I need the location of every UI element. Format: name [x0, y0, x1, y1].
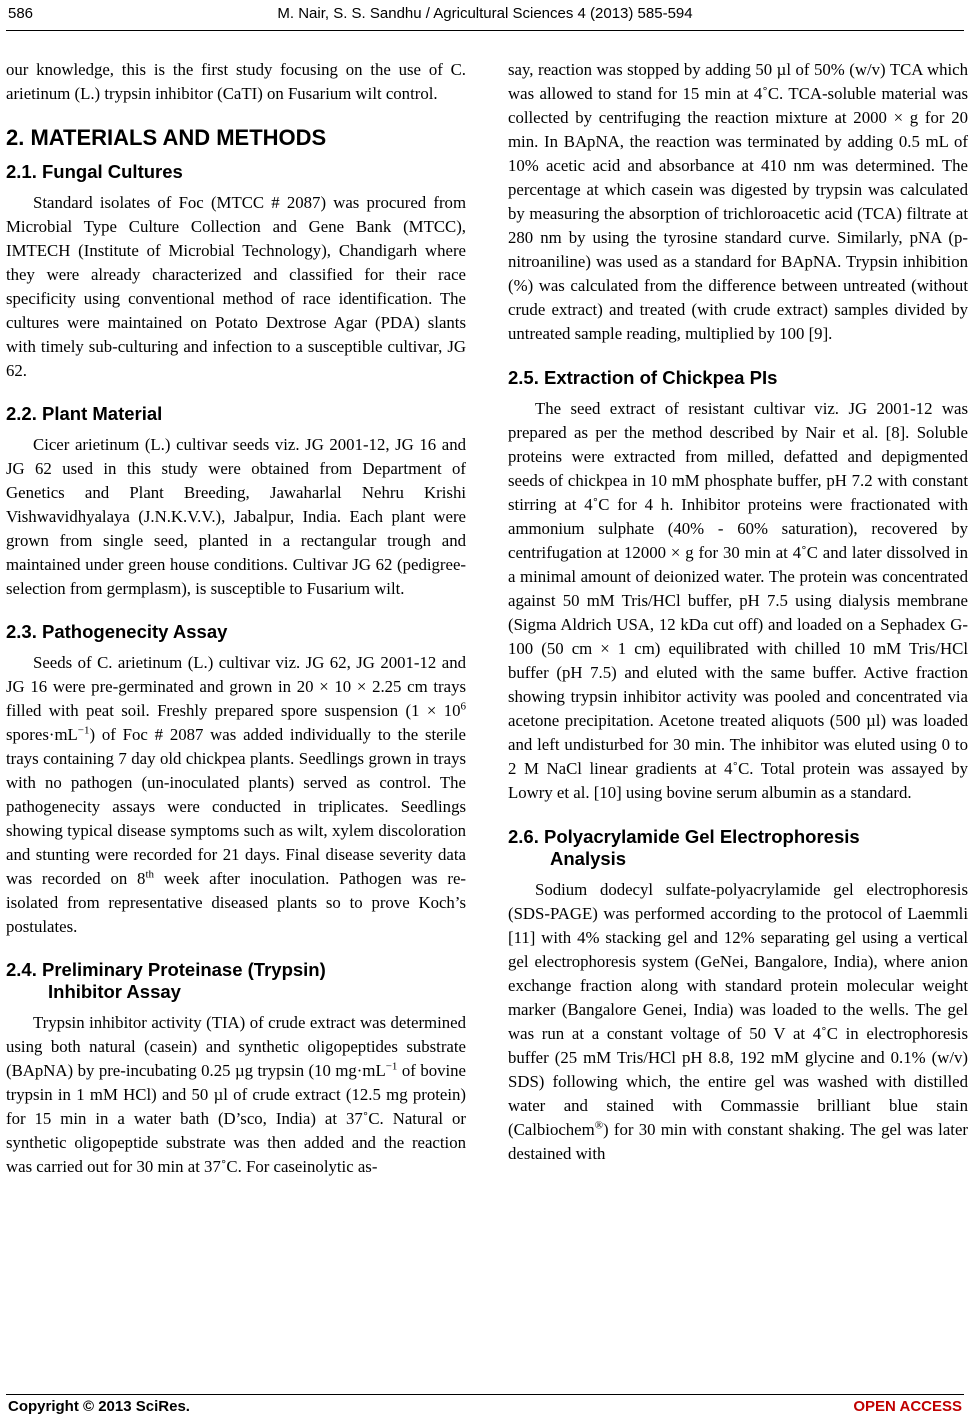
paragraph-assay-continued: say, reaction was stopped by adding 50 µl of 50% (w/v) TCA which was allowed to stand for 15 min at 4˚C. TCA-soluble material was collected by centrifuging the reaction mixture at 2000 × g for 20 min. In BApNA, the reaction was terminated by adding 0.5 mL of 10% acetic acid and absorbance at 410 nm was determined. The percentage at which casein was digested by trypsin was calculated by measuring the absorption of trichloroacetic acid (TCA) filtrate at 280 nm by using the tyrosine standard curve. Similarly, pNA (p-nitroaniline) was used as a standard for BApNA. Trypsin inhibition (%) was calculated from the difference between untreated (without crude extract) and treated (with crude extract) samples divided by untreated sample reading, multiplied by 100 [9].: [508, 60, 968, 343]
heading-line-1: 2.6. Polyacrylamide Gel Electrophoresis: [508, 826, 860, 847]
paragraph-extraction: The seed extract of resistant cultivar viz. JG 2001-12 was prepared as per the method described by Nair et al. [8]. Soluble proteins were extracted from milled, defatted and depigmented seeds of chickpea in 10 mM phosphate buffer, pH 7.2 with constant stirring at 4˚C for 4 h. Inhibitor proteins were fractionated with ammonium sulphate (40% - 60% saturation), recovered by centrifugation at 12000 × g for 30 min at 4˚C and later dissolved in a minimal amount of deionized water. The protein was concentrated against 50 mM Tris/HCl buffer, pH 7.5 using dialysis membrane (Sigma Aldrich USA, 12 kDa cut off) and loaded on a Sephadex G-100 (50 cm × 1 cm) equilibrated with chilled 10 mM Tris/HCl buffer (pH 7.5) and eluted with the same buffer. Active fraction showing trypsin inhibitor activity was pooled and concentrated via acetone precipitation. Acetone treated aliquots (500 µl) was loaded and left undisturbed for 30 min. The inhibitor was eluted using 0 to 2 M NaCl linear gradients at 4˚C. Total protein was assayed by Lowry et al. [10] using bovine serum albumin as a standard.: [508, 399, 968, 802]
intro-paragraph: our knowledge, this is the first study focusing on the use of C. arietinum (L.) trypsin inhibitor (CaTI) on Fusarium wilt control.: [6, 60, 466, 103]
section-heading-methods: 2. MATERIALS AND METHODS: [6, 125, 327, 150]
heading-line-2: Inhibitor Assay: [48, 981, 181, 1002]
left-column: [6, 58, 466, 1179]
sds-page-text-1: Sodium dodecyl sulfate-polyacrylamide gel electrophoresis (SDS-PAGE) was performed according to the protocol of Laemmli [11] with 4% stacking gel and 12% separating gel using a vertical gel electrophoresis system (GeNei, Bangalore, India), where anion exchange fraction along with standard protein molecular weight marker (Bangalore Genei, India) was loaded to the wells. The gel was run at a constant voltage of 50 V at 4˚C in electrophoresis buffer (25 mM Tris/HCl pH 8.8, 192 mM glycine and 0.1% (w/v) SDS) following which, the entire gel was washed with distilled water and stained with Commassie brilliant blue stain (Calbiochem: [508, 880, 968, 1139]
subsection-heading-sds-page: [508, 826, 968, 870]
paragraph-sds-page: [508, 878, 968, 1166]
paragraph-plant-material: Cicer arietinum (L.) cultivar seeds viz. JG 2001-12, JG 16 and JG 62 used in this study were obtained from Department of Genetics and Plant Breeding, Jawaharlal Nehru Krishi Vishwavidhyalaya (J.N.K.V.V.), Jabalpur, India. Each plant were grown from single seed, planted in a rectangular trough and maintained under green house conditions. Cultivar JG 62 (pedigree-selection from germplasm), is susceptible to Fusarium wilt.: [6, 435, 466, 598]
pathogenecity-text-4: week after inoculation. Pathogen was re-isolated from representative diseased plants so to prove Koch’s postulates.: [6, 869, 466, 936]
right-column: [508, 58, 968, 1166]
subsection-heading-trypsin-inhibitor-assay: [6, 959, 466, 1003]
subsection-heading-extraction: 2.5. Extraction of Chickpea PIs: [508, 367, 778, 388]
open-access-label: OPEN ACCESS: [853, 1398, 962, 1415]
subsection-heading-plant-material: 2.2. Plant Material: [6, 403, 163, 424]
copyright-notice: Copyright © 2013 SciRes.: [8, 1398, 190, 1415]
sds-page-text-2: ) for 30 min with constant shaking. The gel was later destained with: [508, 1120, 968, 1163]
superscript: −1: [385, 1060, 398, 1073]
page-number: 586: [8, 5, 34, 22]
footer-rule: [6, 1394, 964, 1395]
running-head: M. Nair, S. S. Sandhu / Agricultural Sciences 4 (2013) 585-594: [277, 5, 693, 22]
header-rule: [6, 30, 964, 31]
assay-text-2: of bovine trypsin in 1 mM HCl) and 50 µl of crude extract (12.5 mg protein) for 15 min in a water bath (D’sco, India) at 37˚C. Natural or synthetic oligopeptide substrate was then added and the reaction was carried out for 30 min at 37˚C. For caseinolytic as-: [6, 1061, 466, 1176]
pathogenecity-text-2: spores·mL: [6, 725, 78, 744]
assay-text-1: Trypsin inhibitor activity (TIA) of crude extract was determined using both natural (casein) and synthetic oligopeptides substrate (BApNA) by pre-incubating 0.25 µg trypsin (10 mg·mL: [6, 1013, 466, 1080]
paragraph-pathogenecity: [6, 651, 466, 939]
heading-line-1: 2.4. Preliminary Proteinase (Trypsin): [6, 959, 326, 980]
subsection-heading-fungal-cultures: 2.1. Fungal Cultures: [6, 161, 183, 182]
superscript: 6: [460, 700, 466, 713]
subsection-heading-pathogenecity: 2.3. Pathogenecity Assay: [6, 621, 228, 642]
pathogenecity-text-1: Seeds of C. arietinum (L.) cultivar viz. JG 62, JG 2001-12 and JG 16 were pre-germinated and grown in 20 × 10 × 2.25 cm trays filled with peat soil. Freshly prepared spore suspension (1 × 10: [6, 653, 466, 720]
heading-line-2: Analysis: [550, 848, 627, 869]
paragraph-fungal-cultures: Standard isolates of Foc (MTCC # 2087) was procured from Microbial Type Culture Collection and Gene Bank (MTCC), IMTECH (Institute of Microbial Technology), Chandigarh where they were already characterized and classified for their race specificity using conventional method of race identification. The cultures were maintained on Potato Dextrose Agar (PDA) slants with timely sub-culturing and infection to a susceptible cultivar, JG 62.: [6, 193, 466, 380]
paragraph-trypsin-inhibitor-assay: [6, 1011, 466, 1179]
superscript: −1: [77, 724, 90, 737]
pathogenecity-text-3: ) of Foc # 2087 was added individually to the sterile trays containing 7 day old chickpea plants. Seedlings grown in trays with no pathogen (un-inoculated plants) served as control. The pathogenecity assays were conducted in triplicates. Seedlings showing typical disease symptoms such as wilt, xylem discoloration and stunting were recorded for 21 days. Final disease severity data was recorded on 8: [6, 725, 466, 888]
registered-mark: ®: [594, 1119, 604, 1132]
superscript: th: [145, 868, 155, 881]
